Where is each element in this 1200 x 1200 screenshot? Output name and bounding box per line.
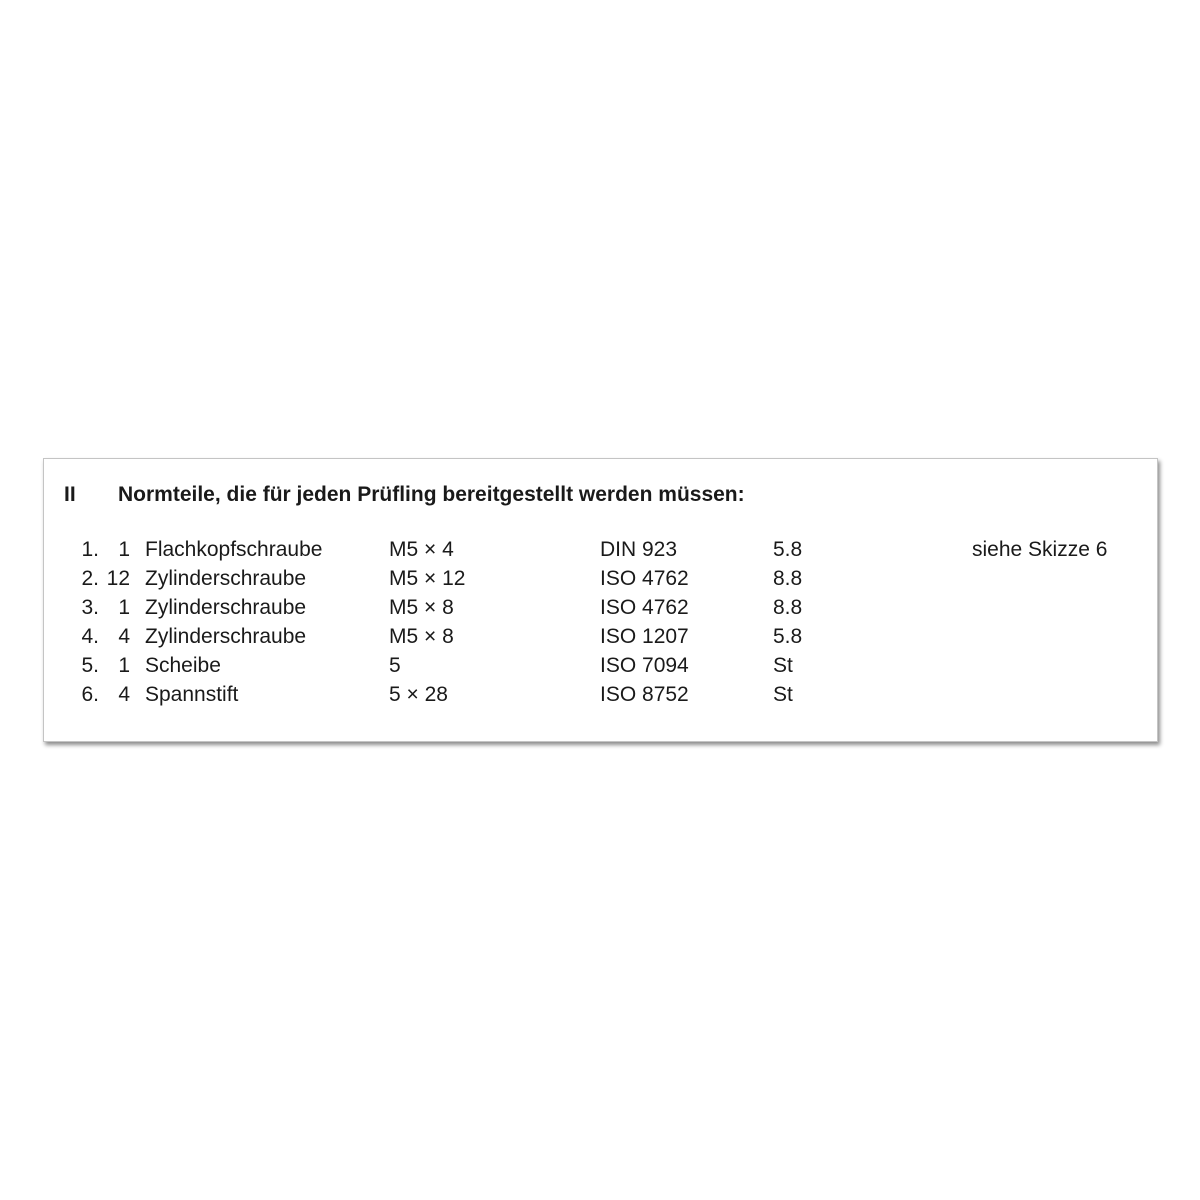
item-index: 4.	[81, 625, 99, 648]
item-index: 3.	[81, 596, 99, 619]
item-quantity: 4	[118, 625, 130, 648]
list-item	[44, 567, 1157, 596]
item-size: M5 × 8	[389, 596, 454, 619]
item-size: 5	[389, 654, 401, 677]
list-item	[44, 683, 1157, 712]
list-item	[44, 538, 1157, 567]
item-size: M5 × 4	[389, 538, 454, 561]
item-standard: ISO 8752	[600, 683, 689, 706]
section-title: Normteile, die für jeden Prüfling bereitgestellt werden müssen:	[118, 483, 745, 506]
item-index: 6.	[81, 683, 99, 706]
item-class: St	[773, 654, 793, 677]
item-quantity: 12	[106, 567, 130, 590]
parts-list	[44, 538, 1157, 712]
item-quantity: 1	[118, 654, 130, 677]
item-index: 1.	[81, 538, 99, 561]
item-name: Scheibe	[145, 654, 221, 677]
item-index: 2.	[81, 567, 99, 590]
item-class: 5.8	[773, 625, 803, 648]
item-standard: ISO 4762	[600, 596, 689, 619]
item-name: Spannstift	[145, 683, 239, 706]
item-size: M5 × 12	[389, 567, 466, 590]
item-class: 5.8	[773, 538, 803, 561]
list-item	[44, 625, 1157, 654]
list-item	[44, 654, 1157, 683]
item-class: St	[773, 683, 793, 706]
item-class: 8.8	[773, 567, 803, 590]
item-index: 5.	[81, 654, 99, 677]
item-quantity: 4	[118, 683, 130, 706]
item-size: M5 × 8	[389, 625, 454, 648]
item-name: Zylinderschraube	[145, 567, 307, 590]
item-class: 8.8	[773, 596, 803, 619]
parts-list-card	[43, 458, 1158, 742]
item-quantity: 1	[118, 596, 130, 619]
item-standard: ISO 4762	[600, 567, 689, 590]
item-standard: DIN 923	[600, 538, 678, 561]
item-name: Zylinderschraube	[145, 625, 307, 648]
item-standard: ISO 1207	[600, 625, 689, 648]
item-note: siehe Skizze 6	[972, 538, 1108, 561]
list-item	[44, 596, 1157, 625]
item-standard: ISO 7094	[600, 654, 689, 677]
item-quantity: 1	[118, 538, 130, 561]
section-number: II	[64, 483, 76, 506]
item-name: Flachkopfschraube	[145, 538, 323, 561]
item-size: 5 × 28	[389, 683, 448, 706]
item-name: Zylinderschraube	[145, 596, 307, 619]
